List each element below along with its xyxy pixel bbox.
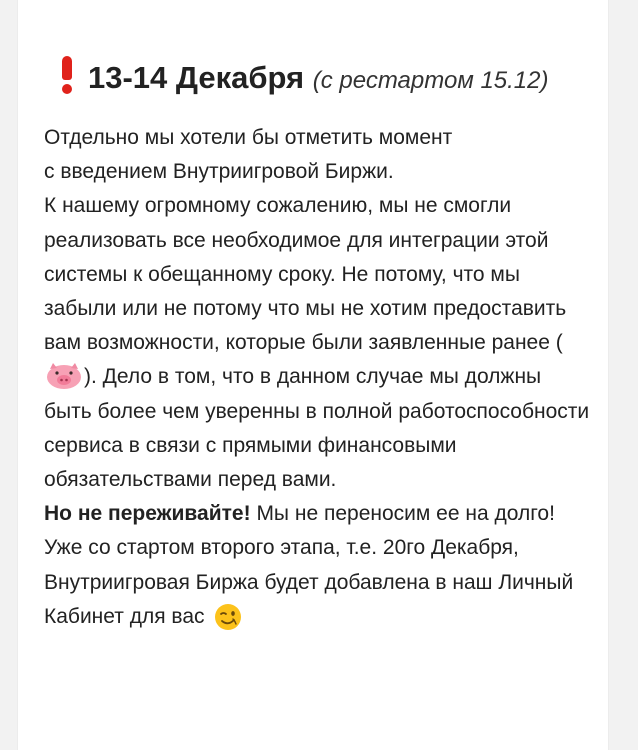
red-exclamation-icon — [58, 54, 78, 94]
post-card — [18, 0, 608, 750]
post-heading — [44, 54, 594, 103]
paragraph-apology — [44, 189, 594, 497]
heading-date: 13-14 Декабря — [88, 60, 305, 95]
post-body — [44, 121, 594, 634]
paragraph-reassurance — [44, 497, 594, 634]
winking-face-icon — [214, 603, 242, 631]
post-content — [44, 54, 594, 634]
pig-face-icon — [44, 361, 84, 391]
paragraph-intro-line1: Отдельно мы хотели бы отметить момент — [44, 126, 453, 149]
reassurance-text: Мы не переносим ее на долго! Уже со стартом второго этапа, т.е. 20го Декабря, Внутриигровая Биржа будет добавлена в наш Личный Кабинет для вас — [44, 502, 574, 628]
paragraph-intro — [44, 121, 594, 189]
reassurance-bold: Но не переживайте! — [44, 502, 251, 526]
heading-subtitle: (с рестартом 15.12) — [312, 67, 549, 94]
paragraph-apology-text: К нашему огромному сожалению, мы не смогли реализовать все необходимое для интеграции этой системы к обещанному сроку. Не потому, что мы забыли или не потому что мы не хотим предоставить вам возможности, которые были заявленные ранее ( — [44, 194, 567, 355]
paragraph-intro-line2: с введением Внутриигровой Биржи. — [44, 160, 394, 184]
paragraph-apology-text-end: ). Дело в том, что в данном случае мы должны быть более чем уверенны в полной работоспособности сервиса в связи с прямыми финансовыми обязательствами перед вами. — [44, 365, 590, 492]
